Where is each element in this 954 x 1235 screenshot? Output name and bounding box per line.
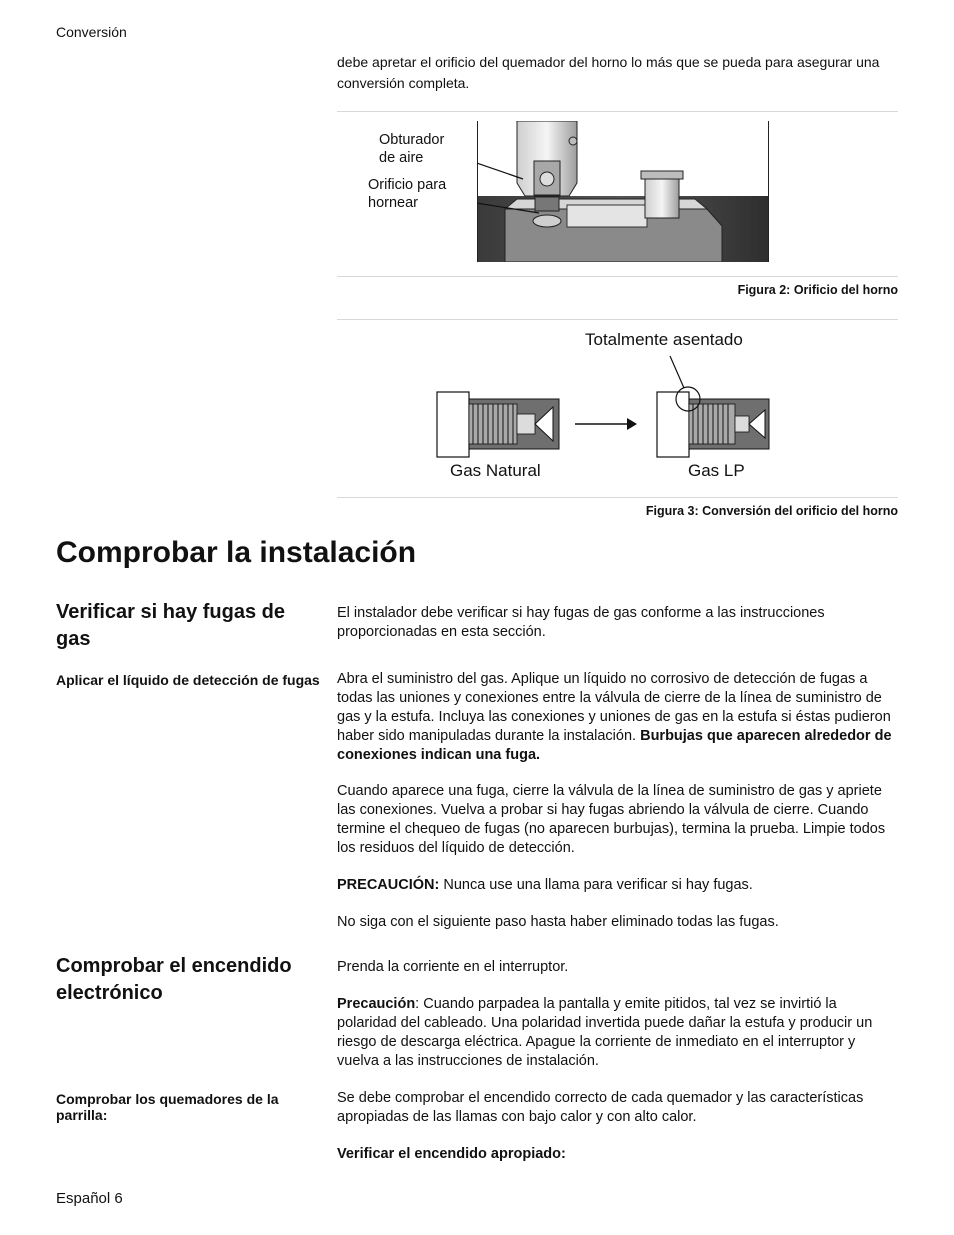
- fig2-label-line: Orificio para: [368, 177, 447, 193]
- grill-burners-text: Se debe comprobar el encendido correcto de cada quemador y las características apropiadas de las llamas con bajo calor y con alto calor.: [337, 1090, 864, 1125]
- apply-liquid-text: Abra el suministro del gas. Aplique un líquido no corrosivo de detección de fugas a todas las uniones y conexiones entre la válvula de cierre de la línea de suministro de gas y la estufa. Incluya las conexiones y uniones de gas en la estufa si éstas pudieron haber sido manipuladas durante la instalación.: [337, 671, 891, 744]
- caution-text: Nunca use una llama para verificar si hay fugas.: [439, 877, 753, 893]
- ignition-caution-paragraph: [337, 995, 899, 1071]
- caution-paragraph: [337, 876, 899, 895]
- running-header: Conversión: [56, 24, 127, 40]
- divider: [337, 111, 898, 112]
- fig3-label-natural-gas: Gas Natural: [450, 461, 541, 480]
- fig3-label-lp-gas: Gas LP: [688, 461, 745, 480]
- fig2-label-line: de aire: [379, 150, 424, 166]
- fig2-label-line: Obturador: [379, 132, 445, 148]
- ignition-heading: Comprobar el encendido electrónico: [56, 955, 292, 1004]
- divider: [337, 276, 898, 277]
- leak-check-text: El instalador debe verificar si hay fugas de gas conforme a las instrucciones proporcionadas en esta sección.: [337, 605, 825, 640]
- no-continue-paragraph: No siga con el siguiente paso hasta haber eliminado todas las fugas.: [337, 914, 779, 930]
- figure-3-caption: Figura 3: Conversión del orificio del horno: [645, 504, 898, 518]
- ignition-power-text: Prenda la corriente en el interruptor.: [337, 959, 569, 975]
- fig3-label-fully-seated: Totalmente asentado: [585, 330, 743, 349]
- verify-ignition-heading: Verificar el encendido apropiado:: [337, 1146, 566, 1162]
- fig2-label-line: hornear: [368, 195, 418, 211]
- leak-check-heading: Verificar si hay fugas de gas: [56, 601, 285, 650]
- fig2-label-orifice: [368, 176, 446, 212]
- ignition-caution-label: Precaución: [337, 996, 416, 1012]
- fig2-label-air-shutter: [379, 131, 444, 167]
- apply-liquid-paragraph: [337, 670, 899, 765]
- divider: [337, 497, 898, 498]
- page-footer: Español 6: [56, 1190, 123, 1207]
- caution-label: PRECAUCIÓN:: [337, 877, 440, 893]
- grill-burners-heading: Comprobar los quemadores de la parrilla:: [56, 1091, 279, 1123]
- intro-paragraph: debe apretar el orificio del quemador del horno lo más que se pueda para asegurar una conversión completa.: [337, 54, 880, 91]
- bubbles-warning: Burbujas que aparecen alrededor de conexiones indican una fuga.: [337, 728, 892, 763]
- apply-liquid-heading: Aplicar el líquido de detección de fugas: [56, 672, 320, 688]
- ignition-caution-text: : Cuando parpadea la pantalla y emite pitidos, tal vez se invirtió la polaridad del cableado. Una polaridad invertida puede dañar la estufa y producir un riesgo de descarga eléctrica. Apague la corriente de inmediato en el interruptor y vuelva a las instrucciones de instalación.: [337, 996, 873, 1069]
- figure-2-caption: Figura 2: Orificio del horno: [737, 283, 898, 297]
- oven-orifice-photo: [477, 121, 769, 262]
- section-title: Comprobar la instalación: [56, 536, 417, 569]
- divider: [337, 319, 898, 320]
- leak-repair-paragraph: Cuando aparece una fuga, cierre la válvula de la línea de suministro de gas y apriete las conexiones. Vuelva a probar si hay fugas abriendo la válvula de cierre. Cuando termine el chequeo de fugas (no aparecen burbujas), termina la prueba. Limpie todos los residuos del líquido de detección.: [337, 783, 886, 856]
- orifice-conversion-diagram: [430, 352, 780, 462]
